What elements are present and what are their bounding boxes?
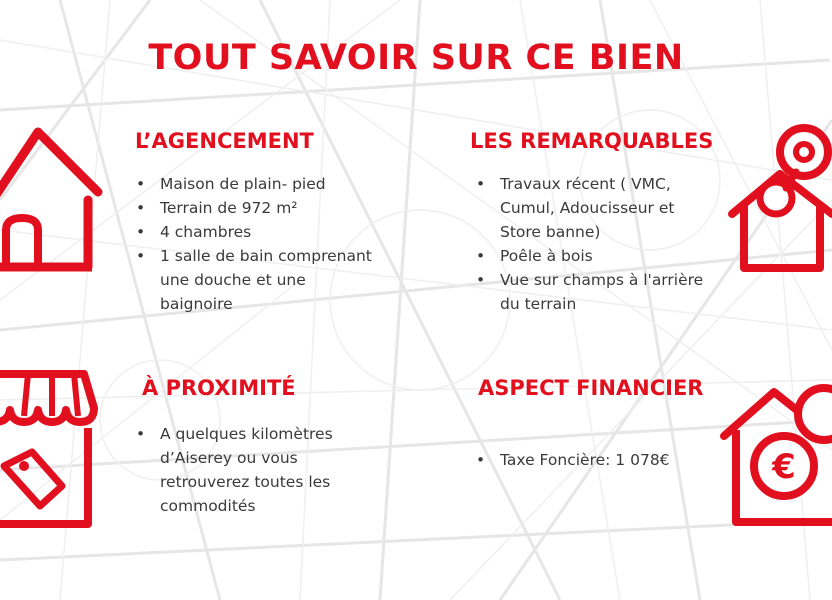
list-item: • Travaux récent ( VMC, Cumul, Adoucisseur et Store banne) (474, 172, 704, 244)
proximite-list (134, 422, 364, 518)
list-item: • Maison de plain- pied (134, 172, 379, 196)
list-item: • 1 salle de bain comprenant une douche et une baignoire (134, 244, 379, 316)
house-euro-icon (716, 380, 832, 530)
financier-list (474, 448, 714, 472)
agencement-title: L’AGENCEMENT (135, 129, 314, 153)
house-icon (0, 122, 104, 272)
remarquables-title: LES REMARQUABLES (470, 129, 714, 153)
list-item: • 4 chambres (134, 220, 379, 244)
list-item: • A quelques kilomètres d’Aiserey ou vous retrouverez toutes les commodités (134, 422, 364, 518)
svg-text:€: € (772, 447, 796, 487)
shop-icon (0, 368, 100, 530)
page-title: TOUT SAVOIR SUR CE BIEN (148, 38, 684, 78)
remarquables-list (474, 172, 704, 316)
list-item: • Vue sur champs à l'arrière du terrain (474, 268, 704, 316)
list-item: • Terrain de 972 m² (134, 196, 379, 220)
list-item: • Poêle à bois (474, 244, 704, 268)
agencement-list (134, 172, 379, 316)
list-item: • Taxe Foncière: 1 078€ (474, 448, 714, 472)
financier-title: ASPECT FINANCIER (478, 376, 704, 400)
house-keys-icon (724, 122, 832, 274)
proximite-title: À PROXIMITÉ (142, 376, 296, 400)
